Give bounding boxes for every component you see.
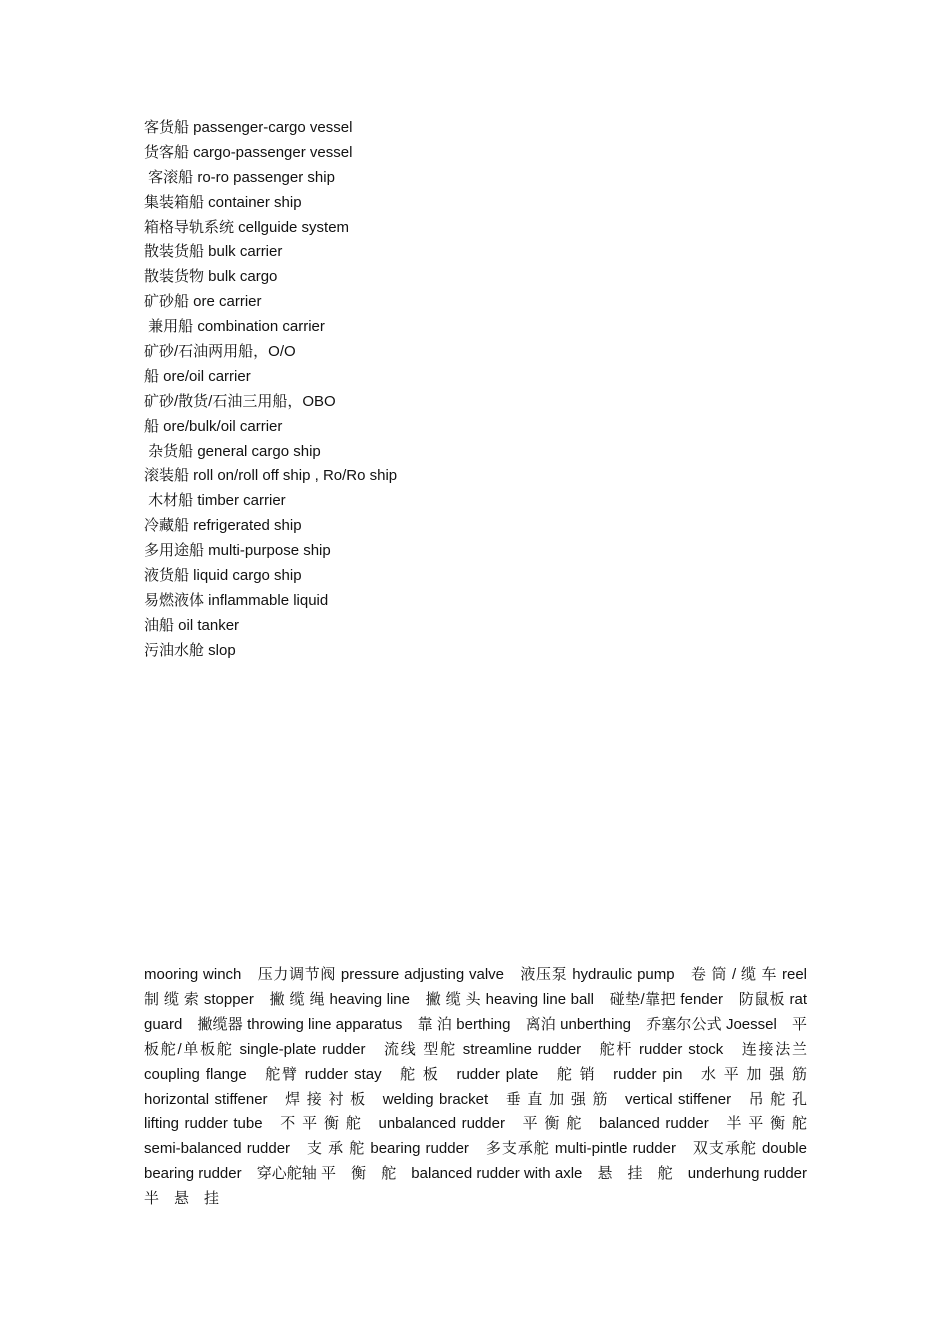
glossary-list [144, 116, 824, 664]
glossary-line: 油船 oil tanker [144, 616, 240, 634]
glossary-line: 船 ore/bulk/oil carrier [144, 417, 283, 435]
glossary-line: 货客船 cargo-passenger vessel [144, 143, 353, 161]
glossary-line: 矿砂船 ore carrier [144, 293, 262, 311]
glossary-line: 兼用船 combination carrier [144, 318, 325, 336]
glossary-line: 客货船 passenger-cargo vessel [144, 119, 353, 136]
glossary-line: 散装货船 bulk carrier [144, 243, 283, 261]
glossary-line: 散装货物 bulk cargo [144, 268, 278, 286]
glossary-line: 污油水舱 slop [144, 641, 236, 659]
paragraph-text: mooring winch 压力调节阀 pressure adjusting valve 液压泵 hydraulic pump 卷 筒 / 缆 车 reel 制 缆 索 stopper 撇 缆 绳 heaving line 撇 缆 头 heaving line ball 碰垫/靠把 fender 防鼠板 rat guard 撇缆器 throwing line apparatus 靠 泊 berthing 离泊 unberthing 乔塞尔公式 Joessel 平板舵/单板舵 single-plate rudder 流线 型舵 streamline rudder 舵杆 rudder stock 连接法兰 coupling flange 舵臂 rudder stay 舵 板 rudder plate 舵 销 rudder pin 水 平 加 强 筋 horizontal stiffener 焊 接 衬 板 welding bracket 垂 直 加 强 筋 vertical stiffener 吊 舵 孔 lifting rudder tube 不 平 衡 舵 unbalanced rudder 平 衡 舵 balanced rudder 半 平 衡 舵 semi-balanced rudder 支 承 舵 bearing rudder 多支承舵 multi-pintle rudder 双支承舵 double bearing rudder 穿心舵轴 平 衡 舵 balanced rudder with axle 悬 挂 舵 underhung rudder 半 悬 挂 [144, 966, 823, 1208]
glossary-line: 箱格导轨系统 cellguide system [144, 218, 350, 236]
glossary-line: 木材船 timber carrier [144, 492, 286, 510]
glossary-line: 船 ore/oil carrier [144, 367, 251, 385]
glossary-paragraph [144, 963, 823, 1212]
glossary-line: 集装箱船 container ship [144, 193, 302, 211]
glossary-line: 矿砂/石油两用船，O/O [144, 343, 296, 361]
glossary-line: 滚装船 roll on/roll off ship , Ro/Ro ship [144, 467, 398, 485]
glossary-line: 多用途船 multi-purpose ship [144, 542, 331, 560]
glossary-line: 矿砂/散货/石油三用船，OBO [144, 392, 336, 410]
glossary-line: 冷藏船 refrigerated ship [144, 517, 302, 535]
glossary-line: 易燃液体 inflammable liquid [144, 591, 329, 609]
glossary-line: 客滚船 ro-ro passenger ship [144, 168, 335, 186]
glossary-line: 液货船 liquid cargo ship [144, 567, 302, 585]
glossary-line: 杂货船 general cargo ship [144, 442, 321, 460]
